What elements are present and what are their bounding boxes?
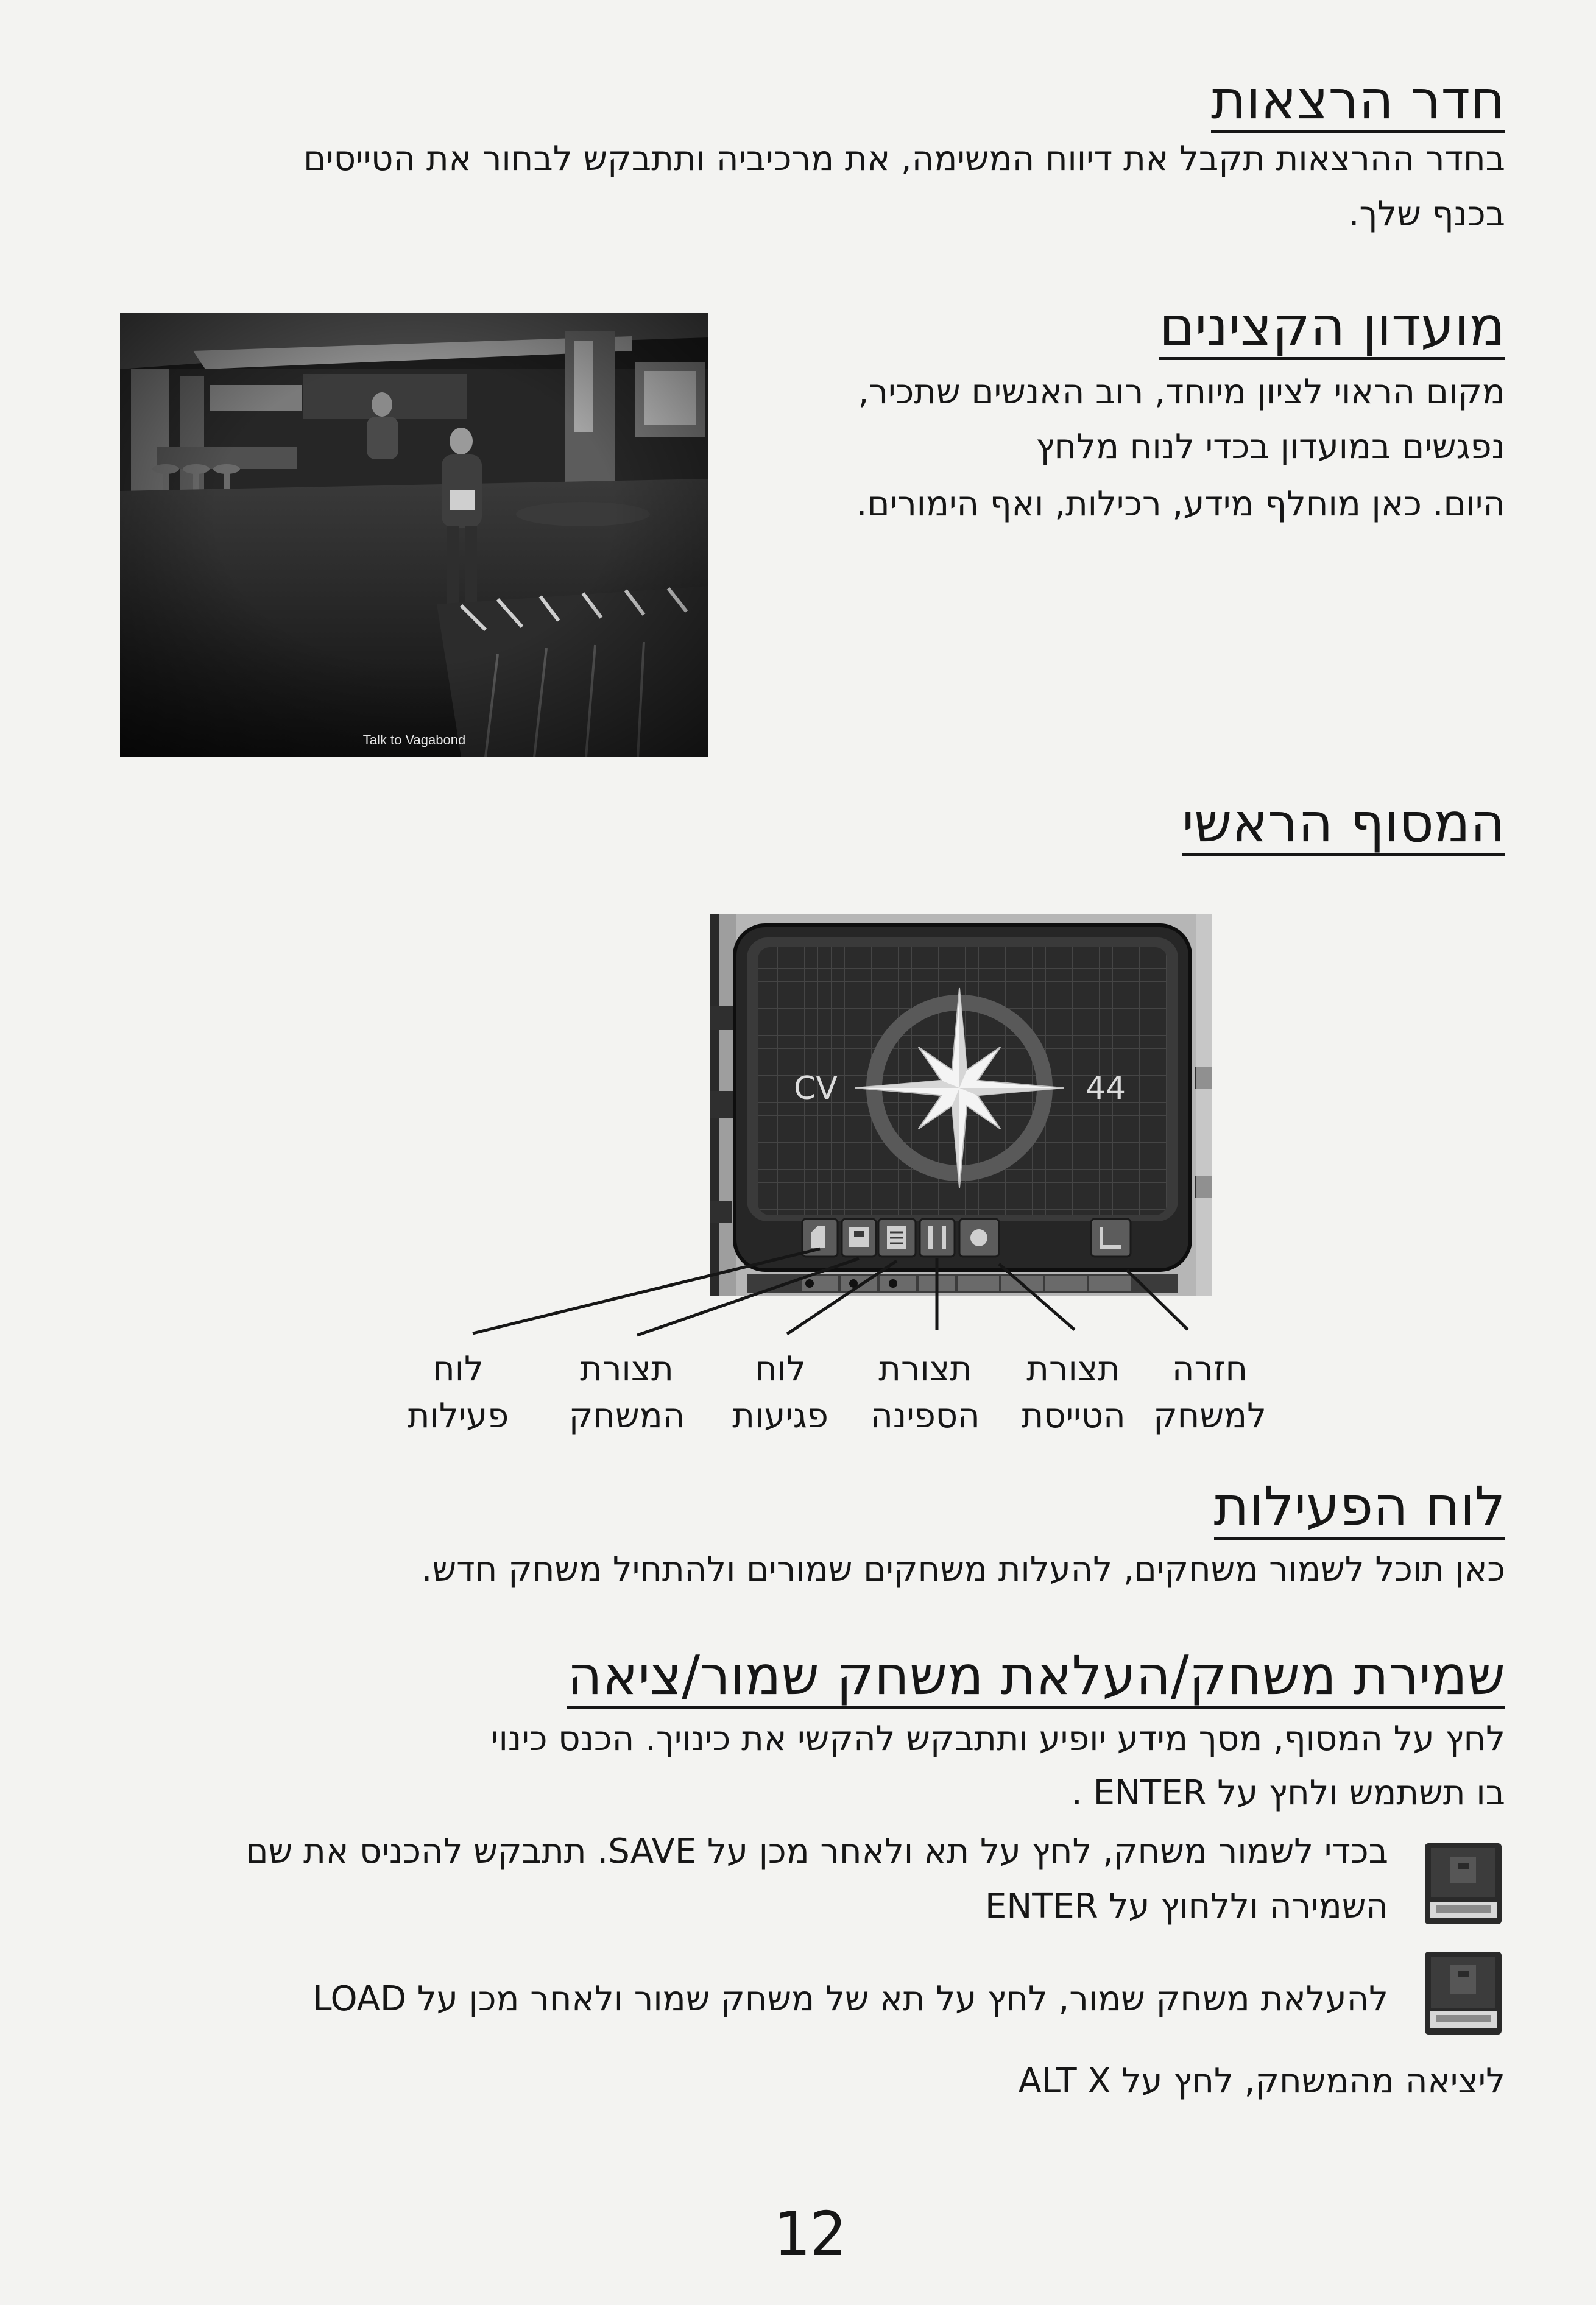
exit-instruction-line: ליציאה מהמשחק, לחץ על ALT X — [1018, 2061, 1505, 2101]
activity-board-heading — [1214, 1475, 1506, 1540]
briefing-room-heading — [1211, 68, 1505, 133]
callout-label-line: הספינה — [870, 1396, 980, 1436]
officers-club-text-line: נפגשים במועדון בכדי לנוח מלחץ — [1036, 427, 1505, 467]
callout-label-line: פגיעות — [732, 1396, 828, 1436]
save-instruction-line: השמירה וללחוץ על ENTER — [984, 1887, 1388, 1926]
activity-board-heading-text: לוח הפעילות — [1214, 1477, 1506, 1540]
screen-right-label: 44 — [1085, 1070, 1126, 1107]
save-instruction-line: בכדי לשמור משחק, לחץ על תא ולאחר מכן על SAVE. תתבקש להכניס את שם — [245, 1832, 1388, 1871]
callout-activity-board — [367, 1346, 549, 1439]
callout-label-line: חזרה — [1171, 1349, 1248, 1389]
briefing-room-text-line: בכנף שלך. — [1348, 194, 1505, 234]
save-floppy-icon — [1424, 1842, 1503, 1926]
officers-club-screenshot — [120, 313, 708, 757]
callout-label-line: פעילות — [407, 1396, 509, 1436]
callout-line — [999, 1264, 1075, 1330]
screen-left-label: CV — [794, 1070, 838, 1107]
callout-label-line: תצורת — [1026, 1349, 1120, 1389]
briefing-room-heading-text: חדר הרצאות — [1211, 71, 1505, 133]
callout-line — [787, 1261, 897, 1334]
save-load-exit-heading-text: שמירת משחק/העלאת משחק שמור/ציאה — [567, 1647, 1505, 1709]
callout-label-line: תצורת — [580, 1349, 674, 1389]
officers-club-text-line: היום. כאן מוחלף מידע, רכילות, ואף הימורים. — [856, 484, 1505, 524]
officers-club-text-line: מקום הראוי לציון מיוחד, רוב האנשים שתכיר, — [858, 372, 1505, 412]
callout-return-to-game — [1118, 1346, 1301, 1439]
load-floppy-icon — [1424, 1950, 1503, 2036]
callout-label-line: לוח — [755, 1349, 806, 1389]
screenshot-caption: Talk to Vagabond — [362, 732, 466, 747]
load-instruction-line: להעלאת משחק שמור, לחץ על תא של משחק שמור ולאחר מכן על LOAD — [312, 1979, 1388, 2019]
callout-label-line: תצורת — [878, 1349, 972, 1389]
callout-label-line: לוח — [433, 1349, 484, 1389]
callout-label-line: הטייסת — [1021, 1396, 1126, 1436]
callout-line — [1127, 1270, 1188, 1330]
callout-label-line: למשחק — [1153, 1396, 1266, 1436]
callout-line — [637, 1258, 859, 1335]
main-terminal-heading-text: המסוף הראשי — [1182, 794, 1505, 856]
save-load-text-line: בו תשתמש ולחץ על ENTER . — [1072, 1773, 1505, 1813]
callout-label-line: המשחק — [568, 1396, 685, 1436]
vignette — [120, 313, 708, 757]
officers-club-heading — [1159, 295, 1505, 360]
officers-club-heading-text: מועדון הקצינים — [1159, 297, 1505, 360]
activity-board-text-line: כאן תוכל לשמור משחקים, להעלות משחקים שמורים ולהתחיל משחק חדש. — [421, 1550, 1505, 1589]
briefing-room-text-line: בחדר ההרצאות תקבל את דיווח המשימה, את מרכיביה ותתבקש לבחור את הטייסים — [303, 139, 1505, 178]
main-terminal-heading — [1182, 791, 1505, 856]
save-load-text-line: לחץ על המסוף, מסך מידע יופיע ותתבקש להקשי את כינויך. הכנס כינוי — [491, 1719, 1505, 1759]
terminal-callout-lines — [426, 1218, 1218, 1352]
page-number: 12 — [772, 2198, 847, 2270]
save-load-exit-heading — [567, 1644, 1505, 1709]
